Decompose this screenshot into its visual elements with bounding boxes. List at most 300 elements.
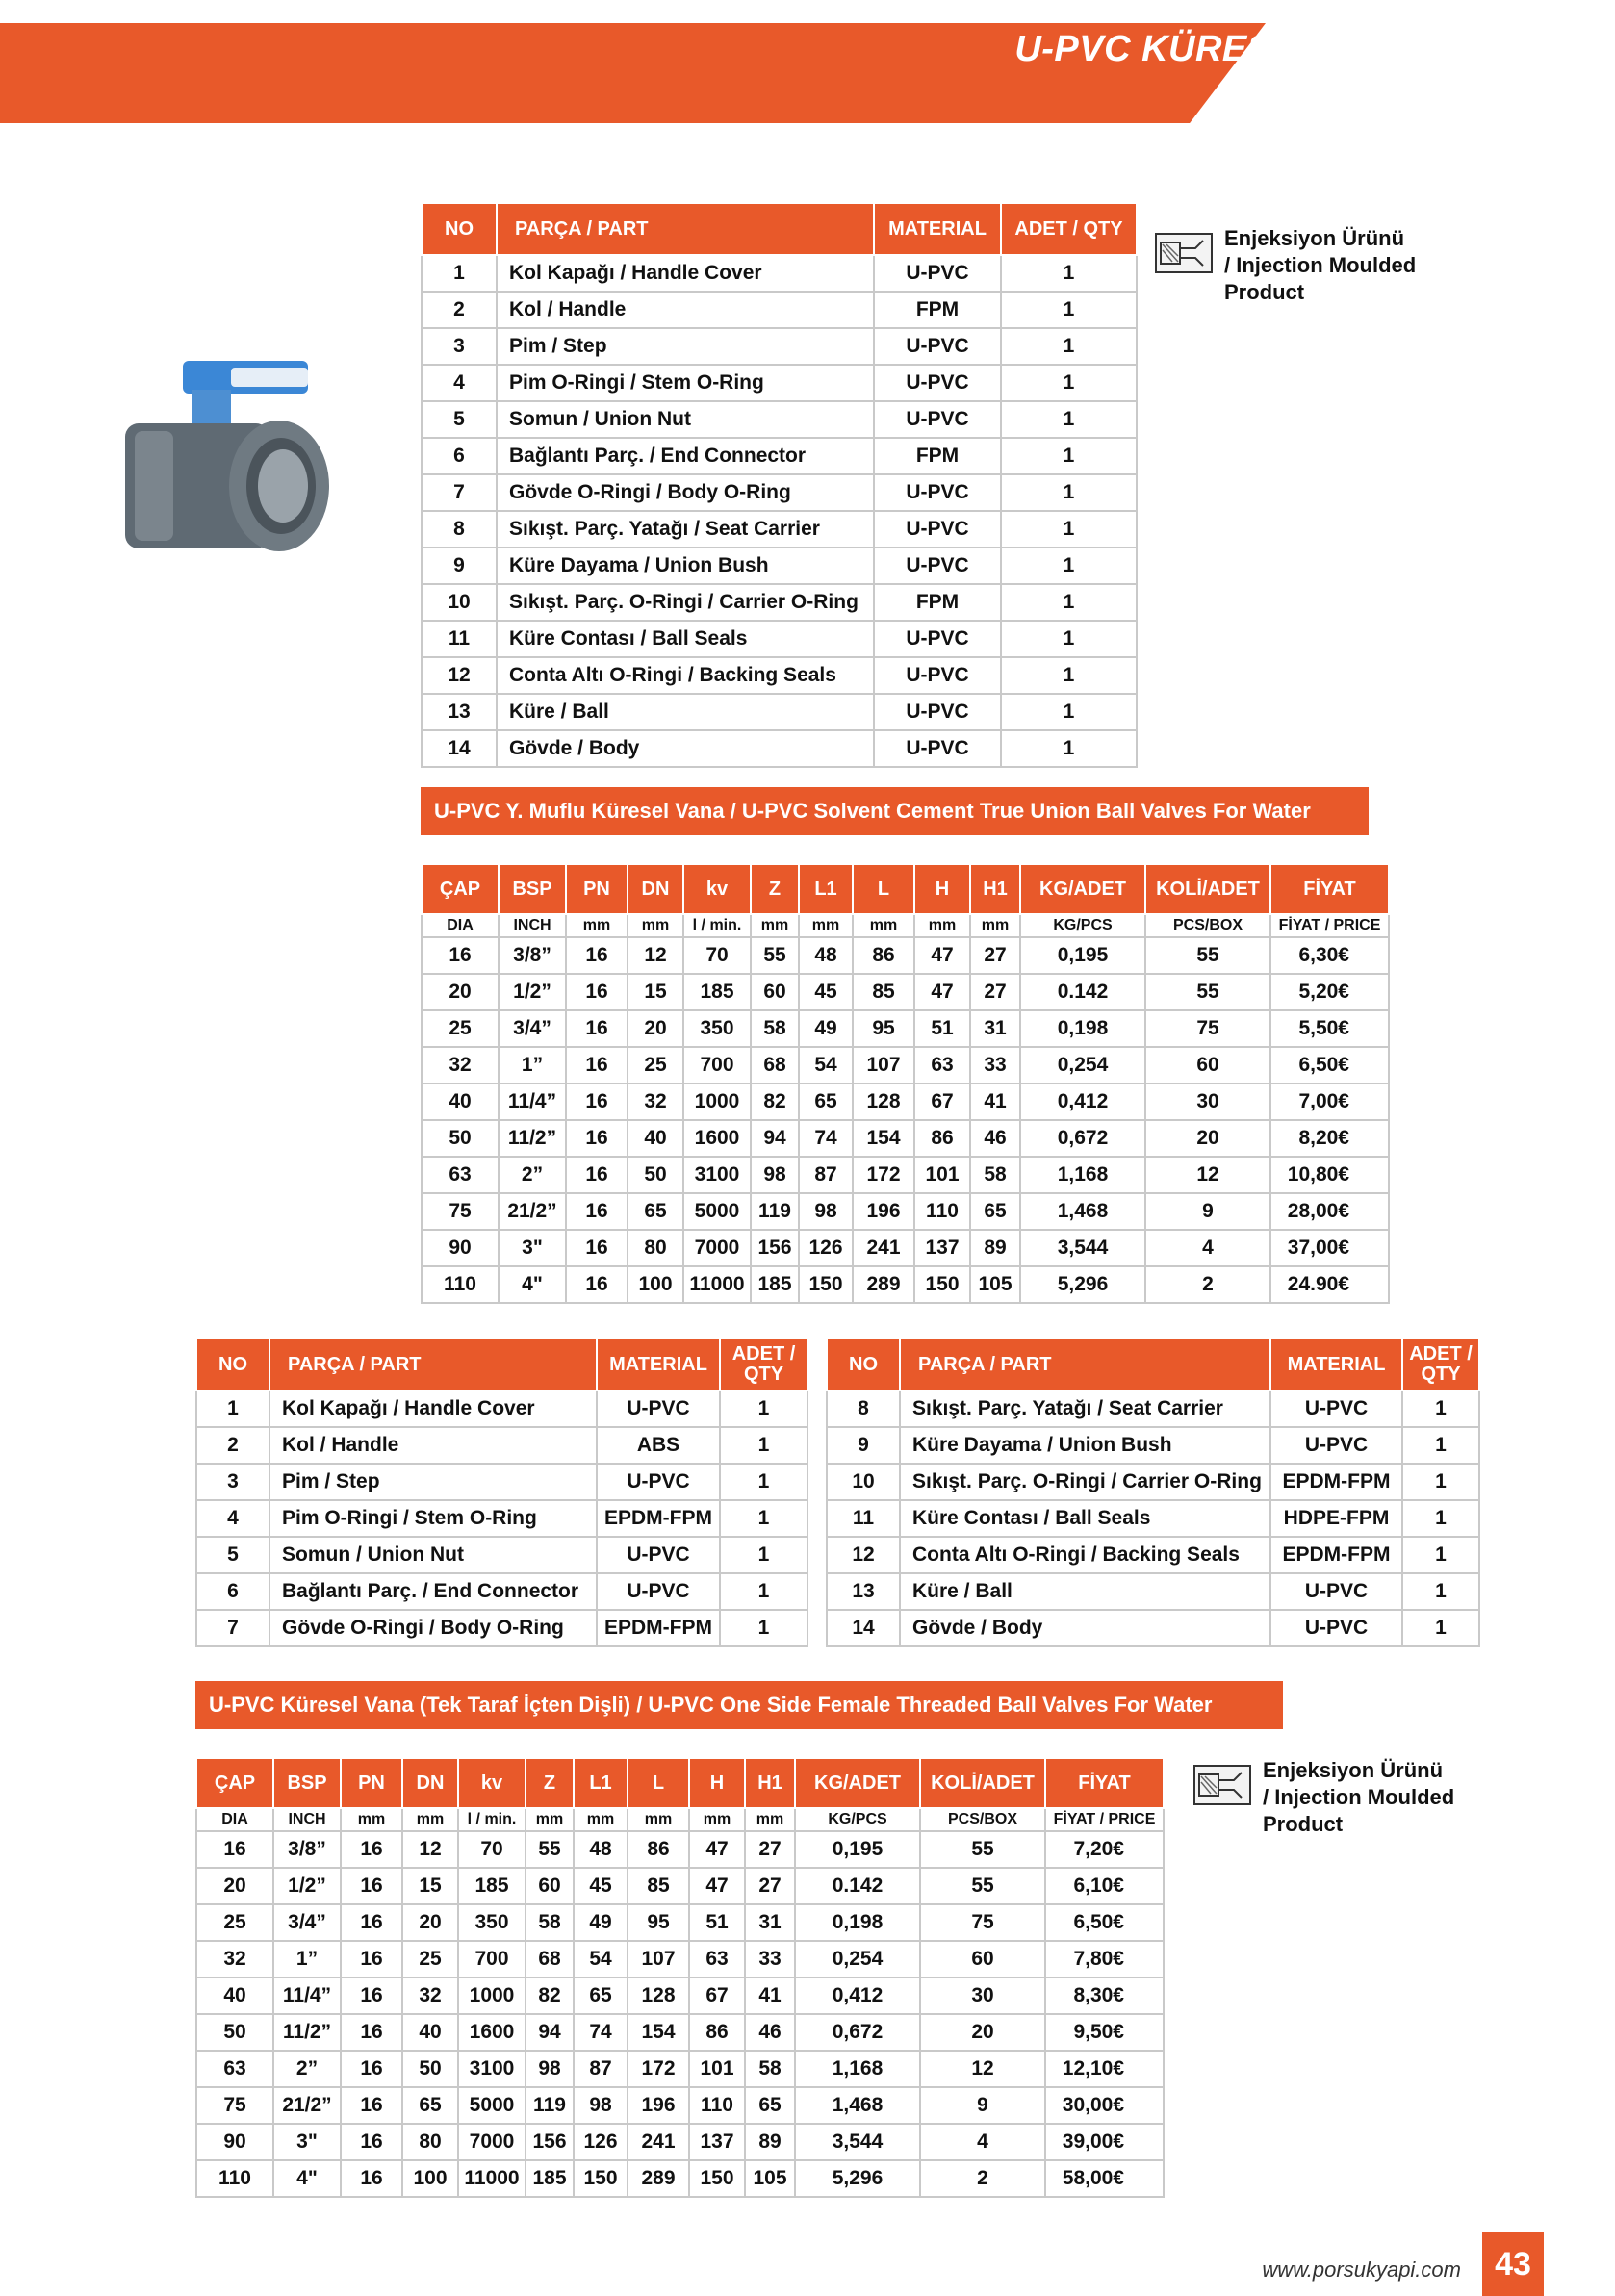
table-cell: 5,296	[795, 2160, 920, 2197]
table-cell: 95	[853, 1010, 914, 1047]
table-cell: 63	[914, 1047, 970, 1084]
table-cell: 50	[196, 2014, 273, 2051]
table-cell: 41	[745, 1977, 795, 2014]
table-cell: 27	[745, 1868, 795, 1904]
table-cell: 101	[914, 1157, 970, 1193]
table-row	[422, 328, 1137, 365]
table-cell: 156	[526, 2124, 574, 2160]
table-cell: 15	[402, 1868, 458, 1904]
table-cell: 1”	[499, 1047, 566, 1084]
table-cell: 0.142	[795, 1868, 920, 1904]
table-row	[422, 657, 1137, 694]
table-cell: 3	[196, 1464, 269, 1500]
table-row	[196, 1941, 1164, 1977]
table-cell: 11/4”	[273, 1977, 341, 2014]
table-cell: 105	[970, 1266, 1020, 1303]
table-cell: 0,672	[795, 2014, 920, 2051]
table-cell: U-PVC	[1270, 1573, 1402, 1610]
table-cell: 16	[566, 1010, 628, 1047]
table-cell: 4	[1145, 1230, 1270, 1266]
table-row	[422, 1047, 1389, 1084]
table-cell: 60	[526, 1868, 574, 1904]
table-cell: 10	[422, 584, 497, 621]
table-row	[422, 1157, 1389, 1193]
table-cell: 150	[914, 1266, 970, 1303]
table-cell: 185	[751, 1266, 799, 1303]
table-cell: 89	[970, 1230, 1020, 1266]
table-cell: 86	[853, 937, 914, 974]
table-cell: 1	[1001, 328, 1137, 365]
column-header: PN	[566, 864, 628, 914]
table-row	[827, 1464, 1479, 1500]
table-cell: 45	[799, 974, 853, 1010]
injection-note-2	[1193, 1757, 1473, 1844]
price-cell: 30,00€	[1045, 2087, 1164, 2124]
table-cell: Somun / Union Nut	[269, 1537, 597, 1573]
table-cell: Küre Dayama / Union Bush	[497, 548, 874, 584]
table-cell: 12	[827, 1537, 900, 1573]
table-row	[196, 1427, 808, 1464]
table-cell: Küre / Ball	[900, 1573, 1270, 1610]
table-cell: 16	[566, 1193, 628, 1230]
table-cell: 63	[422, 1157, 499, 1193]
table-cell: 30	[1145, 1084, 1270, 1120]
table-cell: 2	[196, 1427, 269, 1464]
price-cell: 24.90€	[1270, 1266, 1389, 1303]
price-cell: 6,30€	[1270, 937, 1389, 974]
table-cell: U-PVC	[874, 255, 1001, 292]
table-cell: 126	[574, 2124, 628, 2160]
table-cell: 5000	[458, 2087, 526, 2124]
table-row	[196, 1464, 808, 1500]
injection-note-line2: / Injection Moulded	[1224, 253, 1417, 277]
unit-cell: mm	[745, 1808, 795, 1831]
table-cell: 4"	[273, 2160, 341, 2197]
table-row	[196, 1390, 808, 1427]
column-header: ADET / QTY	[1001, 203, 1137, 255]
table-cell: 9	[827, 1427, 900, 1464]
table-row	[422, 1193, 1389, 1230]
table-cell: 65	[628, 1193, 683, 1230]
table-cell: Pim O-Ringi / Stem O-Ring	[497, 365, 874, 401]
table-header-row	[422, 203, 1137, 255]
column-header: FİYAT	[1045, 1758, 1164, 1808]
table-cell: U-PVC	[874, 401, 1001, 438]
table-cell: 4	[422, 365, 497, 401]
table-cell: 1	[422, 255, 497, 292]
table-cell: 7000	[458, 2124, 526, 2160]
price-cell: 28,00€	[1270, 1193, 1389, 1230]
table-cell: 75	[1145, 1010, 1270, 1047]
table-row	[196, 2051, 1164, 2087]
table-cell: 54	[799, 1047, 853, 1084]
table-cell: Küre Contası / Ball Seals	[497, 621, 874, 657]
table-row	[422, 511, 1137, 548]
table-cell: 1	[1402, 1427, 1479, 1464]
table-cell: 3/8”	[273, 1831, 341, 1868]
table-cell: 1	[1402, 1390, 1479, 1427]
table-cell: 67	[689, 1977, 745, 2014]
table-cell: 75	[196, 2087, 273, 2124]
unit-cell: l / min.	[683, 914, 751, 937]
unit-cell: mm	[628, 914, 683, 937]
table-cell: 101	[689, 2051, 745, 2087]
unit-cell: mm	[628, 1808, 689, 1831]
table-cell: 172	[853, 1157, 914, 1193]
table-cell: 20	[402, 1904, 458, 1941]
table-cell: 0,254	[1020, 1047, 1145, 1084]
unit-cell: DIA	[422, 914, 499, 937]
table-cell: 16	[566, 1084, 628, 1120]
table-cell: 150	[574, 2160, 628, 2197]
table-cell: 0,198	[795, 1904, 920, 1941]
column-header: Z	[751, 864, 799, 914]
table-cell: 11/2”	[273, 2014, 341, 2051]
table-cell: 1	[1402, 1573, 1479, 1610]
column-header: NO	[827, 1339, 900, 1390]
table-subheader-row	[196, 1808, 1164, 1831]
table-cell: U-PVC	[874, 511, 1001, 548]
price-cell: 58,00€	[1045, 2160, 1164, 2197]
table-cell: 32	[196, 1941, 273, 1977]
table-cell: 110	[689, 2087, 745, 2124]
table-cell: U-PVC	[874, 657, 1001, 694]
table-cell: Bağlantı Parç. / End Connector	[269, 1573, 597, 1610]
unit-cell: KG/PCS	[795, 1808, 920, 1831]
table-cell: 1	[1001, 365, 1137, 401]
column-header: PARÇA / PART	[900, 1339, 1270, 1390]
column-header: MATERIAL	[597, 1339, 720, 1390]
table-cell: 2	[1145, 1266, 1270, 1303]
table-cell: 241	[853, 1230, 914, 1266]
column-header: L	[628, 1758, 689, 1808]
table-cell: 48	[799, 937, 853, 974]
table-cell: 16	[341, 2124, 402, 2160]
injection-note-line3: Product	[1263, 1812, 1344, 1836]
table-cell: EPDM-FPM	[597, 1610, 720, 1646]
website-link[interactable]: www.porsukyapi.com	[1262, 2258, 1461, 2282]
table-cell: 58	[526, 1904, 574, 1941]
table-cell: 4	[196, 1500, 269, 1537]
table-cell: 27	[745, 1831, 795, 1868]
table-cell: 87	[799, 1157, 853, 1193]
table-row	[422, 1084, 1389, 1120]
table-cell: 6	[196, 1573, 269, 1610]
table-cell: 1/2”	[499, 974, 566, 1010]
table-cell: 107	[628, 1941, 689, 1977]
table-cell: 13	[827, 1573, 900, 1610]
table-cell: Sıkışt. Parç. Yatağı / Seat Carrier	[900, 1390, 1270, 1427]
table-cell: 31	[970, 1010, 1020, 1047]
table-cell: 16	[341, 2087, 402, 2124]
table-cell: 11/2”	[499, 1120, 566, 1157]
table-cell: 55	[1145, 974, 1270, 1010]
table-cell: Sıkışt. Parç. O-Ringi / Carrier O-Ring	[900, 1464, 1270, 1500]
table-row	[196, 1904, 1164, 1941]
table-cell: EPDM-FPM	[1270, 1537, 1402, 1573]
column-header: DN	[402, 1758, 458, 1808]
table-cell: 60	[920, 1941, 1045, 1977]
table-cell: 51	[689, 1904, 745, 1941]
table-cell: 7	[196, 1610, 269, 1646]
table-cell: 86	[689, 2014, 745, 2051]
table-cell: 60	[1145, 1047, 1270, 1084]
price-cell: 39,00€	[1045, 2124, 1164, 2160]
table-row	[422, 401, 1137, 438]
table-cell: 241	[628, 2124, 689, 2160]
column-header: L1	[574, 1758, 628, 1808]
table-cell: 3/4”	[273, 1904, 341, 1941]
unit-cell: mm	[853, 914, 914, 937]
price-cell: 7,80€	[1045, 1941, 1164, 1977]
page-number: 43	[1482, 2232, 1544, 2296]
table-cell: 1	[720, 1573, 808, 1610]
injection-note-line2: / Injection Moulded	[1263, 1785, 1455, 1809]
table-cell: 3,544	[1020, 1230, 1145, 1266]
table-cell: 40	[628, 1120, 683, 1157]
table-cell: 32	[402, 1977, 458, 2014]
table-cell: Pim / Step	[497, 328, 874, 365]
table-cell: 87	[574, 2051, 628, 2087]
table-cell: 20	[920, 2014, 1045, 2051]
table-cell: 100	[402, 2160, 458, 2197]
table-cell: EPDM-FPM	[597, 1500, 720, 1537]
table-cell: 2”	[273, 2051, 341, 2087]
table-row	[422, 548, 1137, 584]
column-header: ÇAP	[196, 1758, 273, 1808]
table-cell: 90	[196, 2124, 273, 2160]
table-cell: 12	[402, 1831, 458, 1868]
table-cell: 40	[196, 1977, 273, 2014]
table-cell: 21/2”	[499, 1193, 566, 1230]
table-cell: 47	[914, 974, 970, 1010]
table-cell: 1	[1402, 1500, 1479, 1537]
column-header: H	[914, 864, 970, 914]
table-cell: 20	[1145, 1120, 1270, 1157]
table-cell: 31	[745, 1904, 795, 1941]
table-cell: 16	[566, 1266, 628, 1303]
table-cell: 1,168	[795, 2051, 920, 2087]
unit-cell: INCH	[273, 1808, 341, 1831]
table-cell: 68	[751, 1047, 799, 1084]
table-cell: FPM	[874, 292, 1001, 328]
table-cell: 27	[970, 937, 1020, 974]
table-cell: 1	[1001, 694, 1137, 730]
table-cell: 3100	[458, 2051, 526, 2087]
table-cell: 41	[970, 1084, 1020, 1120]
table-cell: 1	[720, 1427, 808, 1464]
table-cell: FPM	[874, 438, 1001, 474]
table-cell: 1/2”	[273, 1868, 341, 1904]
table-cell: 54	[574, 1941, 628, 1977]
table-cell: 110	[422, 1266, 499, 1303]
table-cell: 1	[720, 1610, 808, 1646]
table-row	[422, 730, 1137, 767]
table-cell: 50	[422, 1120, 499, 1157]
price-cell: 6,50€	[1045, 1904, 1164, 1941]
table-cell: 70	[458, 1831, 526, 1868]
table-cell: 137	[914, 1230, 970, 1266]
table-cell: U-PVC	[874, 548, 1001, 584]
table-cell: 119	[526, 2087, 574, 2124]
table-cell: Somun / Union Nut	[497, 401, 874, 438]
table-cell: 20	[628, 1010, 683, 1047]
table-cell: 5	[422, 401, 497, 438]
table-cell: 16	[341, 2160, 402, 2197]
table-cell: 15	[628, 974, 683, 1010]
table-header-row	[196, 1339, 808, 1390]
table-cell: 4"	[499, 1266, 566, 1303]
table-cell: 3100	[683, 1157, 751, 1193]
table-cell: 1600	[458, 2014, 526, 2051]
table-cell: Kol / Handle	[269, 1427, 597, 1464]
table-cell: 1	[720, 1537, 808, 1573]
table-row	[422, 694, 1137, 730]
table-cell: 16	[341, 2014, 402, 2051]
table-cell: 1	[196, 1390, 269, 1427]
table-row	[196, 2124, 1164, 2160]
table-row	[422, 1010, 1389, 1047]
table-row	[827, 1537, 1479, 1573]
table-cell: 60	[751, 974, 799, 1010]
table-cell: 1	[1001, 584, 1137, 621]
price-cell: 7,00€	[1270, 1084, 1389, 1120]
table-cell: 128	[628, 1977, 689, 2014]
injection-mould-icon	[1155, 233, 1213, 273]
table-cell: 1	[1402, 1610, 1479, 1646]
table-cell: 289	[628, 2160, 689, 2197]
table-cell: 0.142	[1020, 974, 1145, 1010]
table-cell: 65	[745, 2087, 795, 2124]
table-row	[422, 474, 1137, 511]
table-cell: 58	[751, 1010, 799, 1047]
table-cell: 47	[689, 1831, 745, 1868]
price-cell: 8,30€	[1045, 1977, 1164, 2014]
unit-cell: mm	[970, 914, 1020, 937]
column-header: H1	[970, 864, 1020, 914]
price-cell: 5,50€	[1270, 1010, 1389, 1047]
table-row	[422, 584, 1137, 621]
table-cell: 82	[751, 1084, 799, 1120]
table-row	[422, 365, 1137, 401]
unit-cell: INCH	[499, 914, 566, 937]
table-cell: 48	[574, 1831, 628, 1868]
table-cell: 20	[196, 1868, 273, 1904]
price-cell: 9,50€	[1045, 2014, 1164, 2051]
table-row	[422, 1266, 1389, 1303]
table-cell: 30	[920, 1977, 1045, 2014]
column-header: L	[853, 864, 914, 914]
price-cell: 6,50€	[1270, 1047, 1389, 1084]
table-cell: 90	[422, 1230, 499, 1266]
table-header-row	[827, 1339, 1479, 1390]
table-cell: 86	[628, 1831, 689, 1868]
table-cell: 70	[683, 937, 751, 974]
table-cell: 1	[1001, 474, 1137, 511]
table-cell: 128	[853, 1084, 914, 1120]
table-cell: U-PVC	[1270, 1610, 1402, 1646]
table-cell: Sıkışt. Parç. Yatağı / Seat Carrier	[497, 511, 874, 548]
table-cell: 11000	[683, 1266, 751, 1303]
table-cell: 33	[970, 1047, 1020, 1084]
table-cell: 3"	[273, 2124, 341, 2160]
table-cell: 16	[341, 1904, 402, 1941]
table-cell: 150	[799, 1266, 853, 1303]
price-table-2	[195, 1757, 1165, 2198]
table-cell: 1	[1001, 255, 1137, 292]
table-cell: 3	[422, 328, 497, 365]
table-cell: 25	[196, 1904, 273, 1941]
unit-cell: FİYAT / PRICE	[1045, 1808, 1164, 1831]
table-row	[196, 1610, 808, 1646]
column-header: kv	[458, 1758, 526, 1808]
table-row	[422, 1230, 1389, 1266]
table-cell: 40	[402, 2014, 458, 2051]
table-cell: 11000	[458, 2160, 526, 2197]
table-cell: U-PVC	[874, 694, 1001, 730]
table-cell: 110	[196, 2160, 273, 2197]
table-cell: U-PVC	[597, 1464, 720, 1500]
ball-valve-photo	[96, 346, 337, 597]
table-cell: 1	[1001, 730, 1137, 767]
table-cell: U-PVC	[597, 1573, 720, 1610]
table-row	[196, 2160, 1164, 2197]
table-cell: Conta Altı O-Ringi / Backing Seals	[900, 1537, 1270, 1573]
table-cell: ABS	[597, 1427, 720, 1464]
table-cell: 98	[526, 2051, 574, 2087]
table-cell: 4	[920, 2124, 1045, 2160]
table-row	[827, 1610, 1479, 1646]
table-cell: 47	[914, 937, 970, 974]
unit-cell: KG/PCS	[1020, 914, 1145, 937]
column-header: FİYAT	[1270, 864, 1389, 914]
table-cell: 86	[914, 1120, 970, 1157]
column-header: KOLİ/ADET	[920, 1758, 1045, 1808]
table-cell: 75	[920, 1904, 1045, 1941]
table-cell: 65	[970, 1193, 1020, 1230]
table-cell: 185	[526, 2160, 574, 2197]
price-cell: 8,20€	[1270, 1120, 1389, 1157]
table-cell: 0,672	[1020, 1120, 1145, 1157]
table-cell: 3/8”	[499, 937, 566, 974]
table-cell: 89	[745, 2124, 795, 2160]
table-cell: 82	[526, 1977, 574, 2014]
table-cell: 33	[745, 1941, 795, 1977]
table-cell: FPM	[874, 584, 1001, 621]
column-header: KOLİ/ADET	[1145, 864, 1270, 914]
table-cell: 16	[341, 1941, 402, 1977]
table-cell: U-PVC	[874, 730, 1001, 767]
table-cell: 49	[574, 1904, 628, 1941]
table-cell: U-PVC	[874, 328, 1001, 365]
table-cell: 196	[628, 2087, 689, 2124]
table-cell: 3"	[499, 1230, 566, 1266]
table-cell: 25	[422, 1010, 499, 1047]
table-cell: 16	[566, 1230, 628, 1266]
column-header: H	[689, 1758, 745, 1808]
table-cell: 1	[1001, 621, 1137, 657]
table-cell: 7000	[683, 1230, 751, 1266]
injection-mould-icon	[1193, 1765, 1251, 1805]
table-cell: 65	[402, 2087, 458, 2124]
table-cell: 80	[402, 2124, 458, 2160]
table-cell: 1”	[273, 1941, 341, 1977]
table-row	[422, 974, 1389, 1010]
table-cell: 2	[920, 2160, 1045, 2197]
table-cell: 68	[526, 1941, 574, 1977]
table-cell: 74	[574, 2014, 628, 2051]
table-cell: Conta Altı O-Ringi / Backing Seals	[497, 657, 874, 694]
